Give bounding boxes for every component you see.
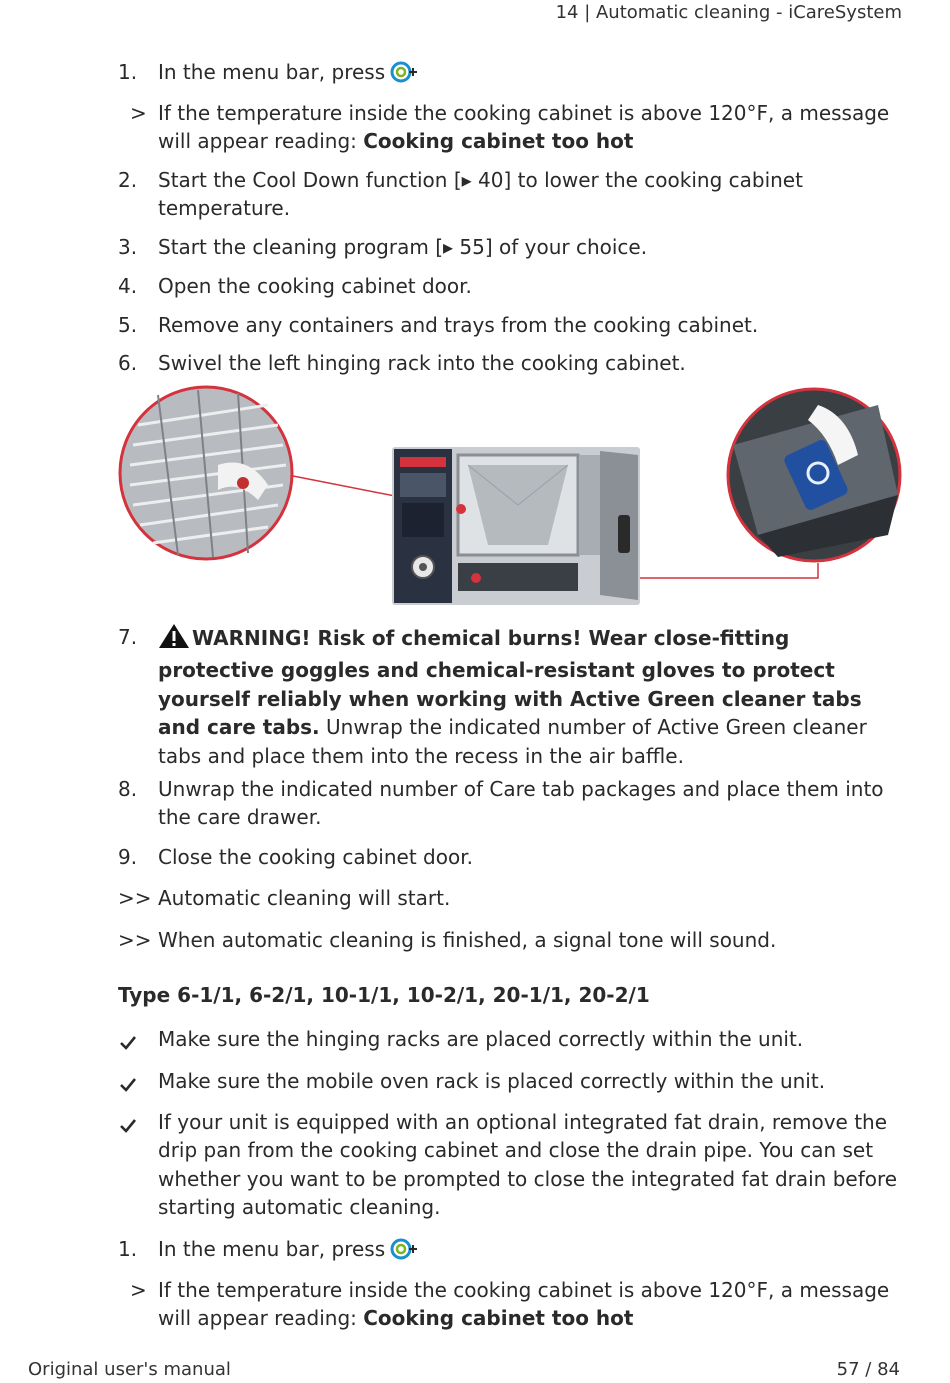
result-text: If the temperature inside the cooking cabinet is above 120°F, a message will appear reading:	[158, 1278, 890, 1331]
check-item	[118, 1067, 908, 1095]
check-text: Make sure the mobile oven rack is placed correctly within the unit.	[158, 1069, 826, 1093]
section-subheading: Type 6-1/1, 6-2/1, 10-1/1, 10-2/1, 20-1/1, 20-2/1	[118, 983, 650, 1007]
step-4	[118, 272, 908, 300]
checkmark-icon	[120, 1112, 136, 1140]
result-text: If the temperature inside the cooking cabinet is above 120°F, a message will appear reading:	[158, 101, 890, 154]
step-text: Open the cooking cabinet door.	[158, 274, 472, 298]
step-text: Start the cleaning program [▸ 55] of your choice.	[158, 235, 648, 259]
checkmark-icon	[120, 1029, 136, 1057]
step-number: 3.	[118, 235, 138, 259]
check-text: Make sure the hinging racks are placed correctly within the unit.	[158, 1027, 804, 1051]
result-text: When automatic cleaning is finished, a signal tone will sound.	[158, 928, 777, 952]
step-number: 4.	[118, 274, 138, 298]
final-result-1	[118, 884, 908, 912]
step-text: Swivel the left hinging rack into the cooking cabinet.	[158, 351, 686, 375]
step-3	[118, 233, 908, 261]
step-number: 1.	[118, 1237, 138, 1261]
icare-clean-icon	[389, 1237, 419, 1268]
step-result-repeat	[118, 1276, 908, 1333]
step-9	[118, 843, 908, 871]
result-marker: >>	[118, 928, 152, 952]
final-result-2	[118, 926, 908, 954]
step-text: Close the cooking cabinet door.	[158, 845, 473, 869]
step-number: 7.	[118, 625, 138, 649]
step-text: Remove any containers and trays from the cooking cabinet.	[158, 313, 759, 337]
step-2	[118, 166, 908, 223]
step-text: In the menu bar, press	[158, 60, 386, 84]
checkmark-icon	[120, 1071, 136, 1099]
step-5	[118, 311, 908, 339]
step-8	[118, 775, 908, 832]
page-header: 14 | Automatic cleaning - iCareSystem	[555, 2, 902, 23]
cleaner-tab-detail	[728, 389, 900, 561]
warning-icon	[158, 623, 190, 656]
icare-clean-icon	[389, 60, 419, 91]
result-bold: Cooking cabinet too hot	[363, 129, 634, 154]
result-marker: >	[130, 101, 147, 125]
check-item	[118, 1108, 908, 1222]
result-marker: >	[130, 1278, 147, 1302]
step-text: Unwrap the indicated number of Active Green cleaner tabs and place them into the recess in the air baffle.	[158, 715, 867, 768]
combi-oven	[392, 447, 640, 605]
footer-manual-title: Original user's manual	[28, 1359, 231, 1380]
step-text: Start the Cool Down function [▸ 40] to lower the cooking cabinet temperature.	[158, 168, 803, 221]
step-number: 8.	[118, 777, 138, 801]
check-text: If your unit is equipped with an optional integrated fat drain, remove the drip pan from the cooking cabinet and close the drain pipe. You can set whether you want to be prompted to close the integrated fat drain before starting automatic cleaning.	[158, 1110, 898, 1220]
step-number: 6.	[118, 351, 138, 375]
step-number: 5.	[118, 313, 138, 337]
warning-text: WARNING! Risk of chemical burns! Wear close-fitting protective goggles and chemical-resistant gloves to protect yourself reliably when working with Active Green cleaner tabs and care tabs.	[158, 626, 862, 740]
step-number: 1.	[118, 60, 138, 84]
result-marker: >>	[118, 886, 152, 910]
step-number: 9.	[118, 845, 138, 869]
result-text: Automatic cleaning will start.	[158, 886, 451, 910]
step-1-repeat	[118, 1235, 908, 1268]
check-item	[118, 1025, 908, 1053]
step-1	[118, 58, 908, 91]
step-6	[118, 349, 908, 377]
hinging-rack-detail	[120, 387, 292, 559]
step-number: 2.	[118, 168, 138, 192]
step-text: Unwrap the indicated number of Care tab packages and place them into the care drawer.	[158, 777, 884, 830]
step-7	[118, 623, 908, 770]
oven-illustration	[118, 385, 902, 607]
footer-page-number: 57 / 84	[836, 1359, 900, 1380]
step-text: In the menu bar, press	[158, 1237, 386, 1261]
result-bold: Cooking cabinet too hot	[363, 1306, 634, 1331]
step-result	[118, 99, 908, 156]
